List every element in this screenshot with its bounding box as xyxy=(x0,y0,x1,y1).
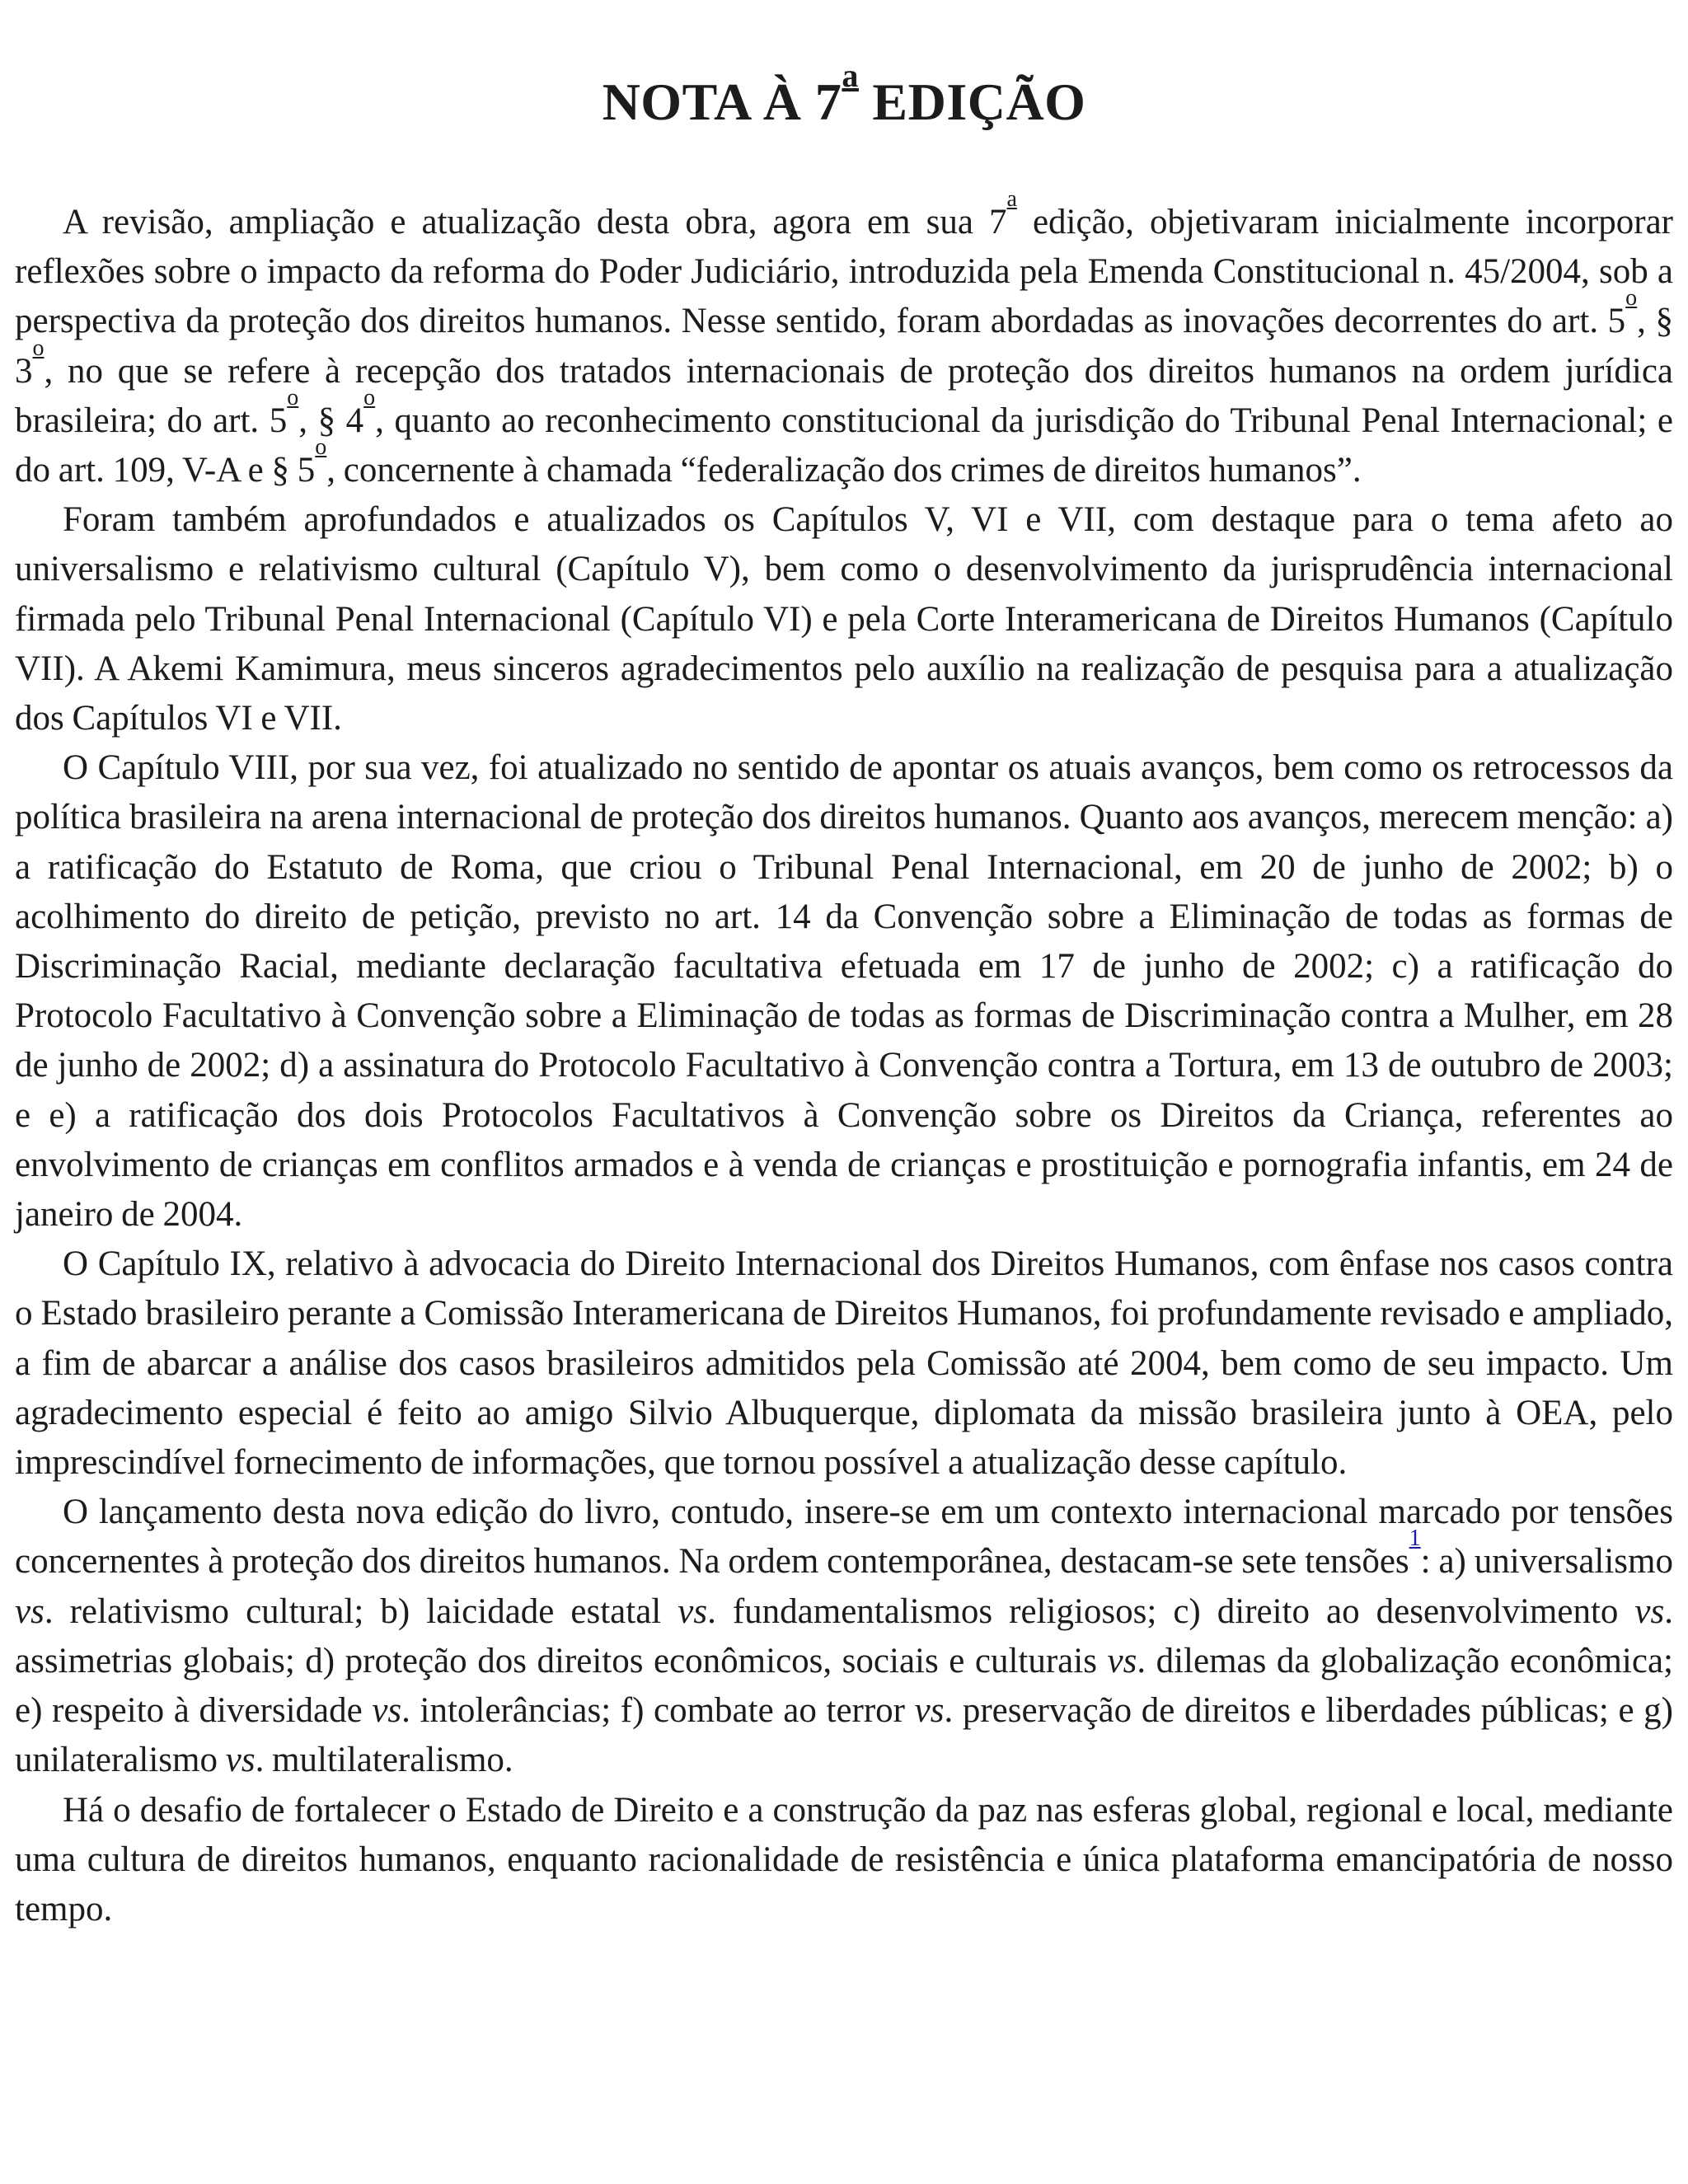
paragraph-text: . intolerâncias; f) combate ao terror xyxy=(401,1691,915,1731)
title-text: NOTA À 7 xyxy=(602,73,842,131)
paragraph-text: , § 4 xyxy=(298,401,364,440)
page-title xyxy=(15,0,1673,166)
italic-text: vs xyxy=(914,1691,945,1731)
paragraph-text: A revisão, ampliação e atualização desta obra, agora em sua 7 xyxy=(63,203,1007,241)
paragraph-text: . dilemas da globalização econômica; e) respeito à diversidade xyxy=(15,1641,1673,1731)
document-body xyxy=(15,186,1674,1934)
paragraph-text: Há o desafio de fortalecer o Estado de Direito e a construção da paz nas esferas global, regional e local, mediante uma cultura de direitos humanos, enquanto racionalidade de resistência e única plataforma emancipatória de nosso tempo. xyxy=(15,1790,1673,1929)
italic-text: vs xyxy=(1634,1591,1665,1631)
title-ordinal: a xyxy=(842,57,859,94)
paragraph-text: . fundamentalismos religiosos; c) direito ao desenvolvimento xyxy=(707,1591,1635,1631)
paragraph-text: , quanto ao reconhecimento constitucional da jurisdição do Tribunal Penal Internacional; e do art. 109, V-A e § 5 xyxy=(15,401,1673,490)
paragraph-text: O lançamento desta nova edição do livro, contudo, insere-se em um contexto internacional marcado por tensões concernentes à proteção dos direitos humanos. Na ordem contemporânea, destacam-se sete tensões xyxy=(15,1493,1673,1582)
ordinal-indicator: o xyxy=(363,384,376,410)
ordinal-indicator: o xyxy=(32,335,45,361)
document-page xyxy=(15,0,1673,1934)
paragraph-text: . multilateralismo. xyxy=(255,1741,513,1780)
paragraph-text: , concernente à chamada “federalização dos crimes de direitos humanos”. xyxy=(326,451,1362,490)
paragraph-text: , no que se refere à recepção dos tratados internacionais de proteção dos direitos humanos na ordem jurídica brasileira; do art. 5 xyxy=(15,351,1673,440)
paragraph xyxy=(15,743,1673,1240)
paragraph-text: Foram também aprofundados e atualizados os Capítulos V, VI e VII, com destaque para o tema afeto ao universalismo e relativismo cultural (Capítulo V), bem como o desenvolvimento da jurisprudência internacional firmada pelo Tribunal Penal Internacional (Capítulo VI) e pela Corte Interamericana de Direitos Humanos (Capítulo VII). A Akemi Kamimura, meus sinceros agradecimentos pelo auxílio na realização de pesquisa para a atualização dos Capítulos VI e VII. xyxy=(15,500,1673,738)
title-text-end: EDIÇÃO xyxy=(858,73,1086,131)
paragraph xyxy=(15,495,1673,743)
paragraph xyxy=(15,1240,1673,1488)
paragraph-text: . assimetrias globais; d) proteção dos direitos econômicos, sociais e culturais xyxy=(15,1591,1673,1680)
italic-text: vs xyxy=(1107,1641,1137,1680)
italic-text: vs xyxy=(15,1591,45,1631)
paragraph-text: edição, objetivaram inicialmente incorporar reflexões sobre o impacto da reforma do Poder Judiciário, introduzida pela Emenda Constitucional n. 45/2004, sob a perspectiva da proteção dos direitos humanos. Nesse sentido, foram abordadas as inovações decorrentes do art. 5 xyxy=(15,203,1673,341)
paragraph xyxy=(15,1488,1673,1785)
paragraph-text: , § 3 xyxy=(15,302,1674,391)
italic-text: vs xyxy=(372,1691,402,1731)
footnote-link[interactable]: 1 xyxy=(1409,1526,1421,1552)
paragraph xyxy=(15,186,1674,495)
paragraph-text: . relativismo cultural; b) laicidade estatal xyxy=(44,1591,678,1631)
italic-text: vs xyxy=(678,1591,708,1631)
ordinal-indicator: a xyxy=(1006,186,1017,212)
italic-text: vs xyxy=(225,1741,256,1780)
paragraph-text: O Capítulo IX, relativo à advocacia do Direito Internacional dos Direitos Humanos, com ênfase nos casos contra o Estado brasileiro perante a Comissão Interamericana de Direitos Humanos, foi profundamente revisado e ampliado, a fim de abarcar a análise dos casos brasileiros admitidos pela Comissão até 2004, bem como de seu impacto. Um agradecimento especial é feito ao amigo Silvio Albuquerque, diplomata da missão brasileira junto à OEA, pelo imprescindível fornecimento de informações, que tornou possível a atualização desse capítulo. xyxy=(15,1244,1673,1483)
paragraph-text: : a) universalismo xyxy=(1420,1542,1673,1582)
paragraph xyxy=(15,1786,1673,1935)
paragraph-text: O Capítulo VIII, por sua vez, foi atualizado no sentido de apontar os atuais avanços, bem como os retrocessos da política brasileira na arena internacional de proteção dos direitos humanos. Quanto aos avanços, merecem menção: a) a ratificação do Estatuto de Roma, que criou o Tribunal Penal Internacional, em 20 de junho de 2002; b) o acolhimento do direito de petição, previsto no art. 14 da Convenção sobre a Eliminação de todas as formas de Discriminação Racial, mediante declaração facultativa efetuada em 17 de junho de 2002; c) a ratificação do Protocolo Facultativo à Convenção sobre a Eliminação de todas as formas de Discriminação contra a Mulher, em 28 de junho de 2002; d) a assinatura do Protocolo Facultativo à Convenção contra a Tortura, em 13 de outubro de 2003; e e) a ratificação dos dois Protocolos Facultativos à Convenção sobre os Direitos da Criança, referentes ao envolvimento de crianças em conflitos armados e à venda de crianças e prostituição e pornografia infantis, em 24 de janeiro de 2004. xyxy=(15,748,1673,1235)
ordinal-indicator: o xyxy=(1625,285,1638,312)
ordinal-indicator: o xyxy=(287,384,299,410)
paragraph-text: . preservação de direitos e liberdades públicas; e g) unilateralismo xyxy=(15,1691,1673,1780)
ordinal-indicator: o xyxy=(315,434,327,461)
